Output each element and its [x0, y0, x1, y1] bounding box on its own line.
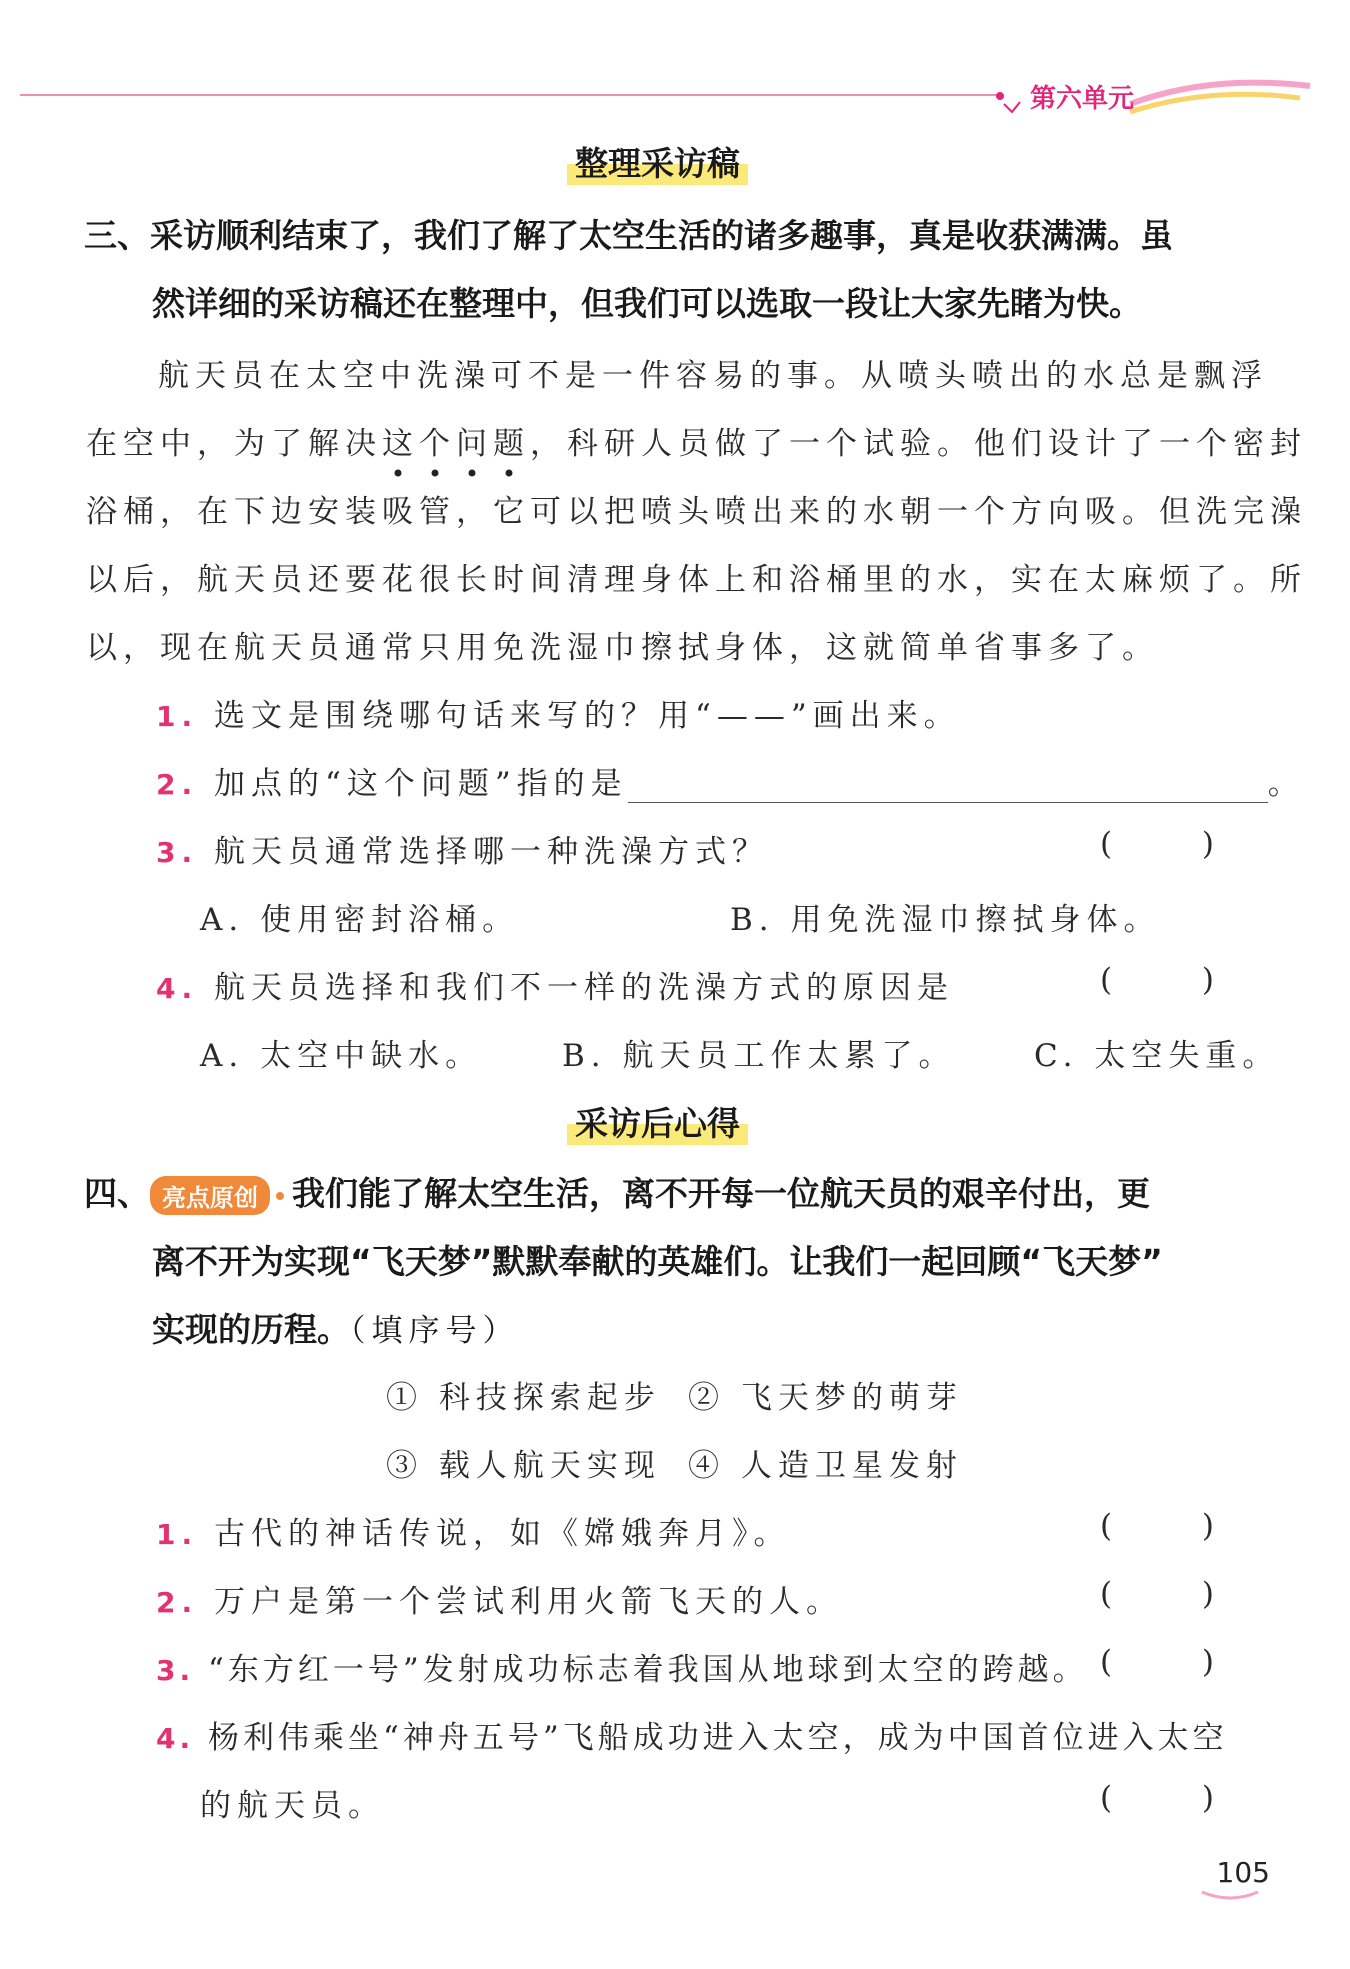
- question-number: 1.: [156, 1518, 199, 1551]
- question-number: 4.: [156, 972, 199, 1005]
- section-title-reflections: 采访后心得: [567, 1098, 748, 1145]
- answer-parentheses[interactable]: ( ): [1099, 1508, 1254, 1544]
- stage-option-4: ④ 人造卫星发射: [688, 1448, 963, 1484]
- question-number: 3.: [156, 1654, 195, 1687]
- question-four-line3: [152, 1304, 520, 1351]
- passage-text: 在空中，为了解决: [86, 426, 382, 462]
- question-four-line1: [84, 1168, 1150, 1215]
- question-number: 1.: [156, 700, 199, 733]
- passage-line: [86, 418, 1307, 463]
- question-four-line2: 离不开为实现“飞天梦”默默奉献的英雄们。让我们一起回顾“飞天梦”: [152, 1242, 1163, 1281]
- sub-question-1: [156, 690, 961, 735]
- stage-question-2: [156, 1576, 843, 1621]
- answer-parentheses[interactable]: ( ): [1099, 826, 1254, 862]
- dotted-phrase: [382, 426, 530, 462]
- emphasis-dots: [392, 468, 532, 478]
- passage-line: 航天员在太空中洗澡可不是一件容易的事。从喷头喷出的水总是飘浮: [158, 358, 1268, 394]
- sub-question-4: [156, 962, 954, 1007]
- option-a: A. 使用密封浴桶。: [200, 902, 520, 938]
- option-b: B. 用免洗湿巾擦拭身体。: [730, 902, 1161, 938]
- option-b: B. 航天员工作太累了。: [562, 1038, 956, 1074]
- answer-parentheses[interactable]: ( ): [1099, 1576, 1254, 1612]
- passage-line: 浴桶，在下边安装吸管，它可以把喷头喷出来的水朝一个方向吸。但洗完澡: [86, 494, 1307, 530]
- stage-question-4-continued: 的航天员。: [200, 1788, 385, 1824]
- stage-question-1: [156, 1508, 790, 1553]
- question-text: 万户是第一个尝试利用火箭飞天的人。: [213, 1584, 843, 1620]
- stage-question-3: [156, 1644, 1088, 1689]
- stage-option-3: ③ 载人航天实现: [386, 1448, 661, 1484]
- question-text: 我们能了解太空生活，离不开每一位航天员的艰辛付出，更: [292, 1174, 1150, 1213]
- page-number-swoosh-decoration: [1200, 1888, 1260, 1904]
- question-number: 4.: [156, 1722, 195, 1755]
- question-text: 实现的历程。: [152, 1310, 350, 1349]
- answer-parentheses[interactable]: ( ): [1099, 962, 1254, 998]
- passage-line: 以，现在航天员通常只用免洗湿巾擦拭身体，这就简单省事多了。: [86, 630, 1159, 666]
- question-number: 2.: [156, 768, 199, 801]
- original-badge: 亮点原创: [150, 1176, 270, 1215]
- header-rule: [20, 94, 1000, 96]
- option-a: A. 太空中缺水。: [200, 1038, 483, 1074]
- passage-text: ，科研人员做了一个试验。他们设计了一个密封: [530, 426, 1307, 462]
- question-text: 古代的神话传说，如《嫦娥奔月》。: [213, 1516, 791, 1552]
- page-number: 105: [1216, 1856, 1270, 1889]
- question-text: 航天员通常选择哪一种洗澡方式？: [213, 834, 769, 870]
- section-title-interview-draft: 整理采访稿: [567, 138, 748, 185]
- stage-option-2: ② 飞天梦的萌芽: [688, 1380, 963, 1416]
- sub-question-2: [156, 758, 1305, 803]
- question-end-mark: 。: [1267, 766, 1305, 802]
- passage-line: 以后，航天员还要花很长时间清理身体上和浴桶里的水，实在太麻烦了。所: [86, 562, 1307, 598]
- option-c: C. 太空失重。: [1034, 1038, 1280, 1074]
- question-prefix: 四、: [84, 1174, 150, 1213]
- answer-parentheses[interactable]: ( ): [1099, 1644, 1254, 1680]
- instruction-note: （填序号）: [350, 1313, 520, 1349]
- answer-parentheses[interactable]: ( ): [1099, 1780, 1254, 1816]
- answer-blank[interactable]: [628, 774, 1268, 803]
- stage-option-1: ① 科技探索起步: [386, 1380, 661, 1416]
- unit-label: 第六单元: [1030, 84, 1135, 114]
- question-text: “东方红一号”发射成功标志着我国从地球到太空的跨越。: [207, 1652, 1088, 1688]
- sub-question-3: [156, 826, 769, 871]
- question-text: 选文是围绕哪句话来写的？用“——”画出来。: [213, 698, 961, 734]
- question-number: 3.: [156, 836, 199, 869]
- question-three-line2: 然详细的采访稿还在整理中，但我们可以选取一段让大家先睹为快。: [152, 284, 1142, 323]
- question-text: 航天员选择和我们不一样的洗澡方式的原因是: [213, 970, 954, 1006]
- badge-dot-icon: [276, 1192, 284, 1200]
- dotted-phrase-text: 这个问题: [382, 426, 530, 462]
- question-three-line1: 三、采访顺利结束了，我们了解了太空生活的诸多趣事，真是收获满满。虽: [84, 216, 1173, 255]
- question-text: 加点的“这个问题”指的是: [213, 766, 628, 802]
- question-text: 杨利伟乘坐“神舟五号”飞船成功进入太空，成为中国首位进入太空: [207, 1720, 1228, 1756]
- question-number: 2.: [156, 1586, 199, 1619]
- stage-question-4: [156, 1712, 1228, 1757]
